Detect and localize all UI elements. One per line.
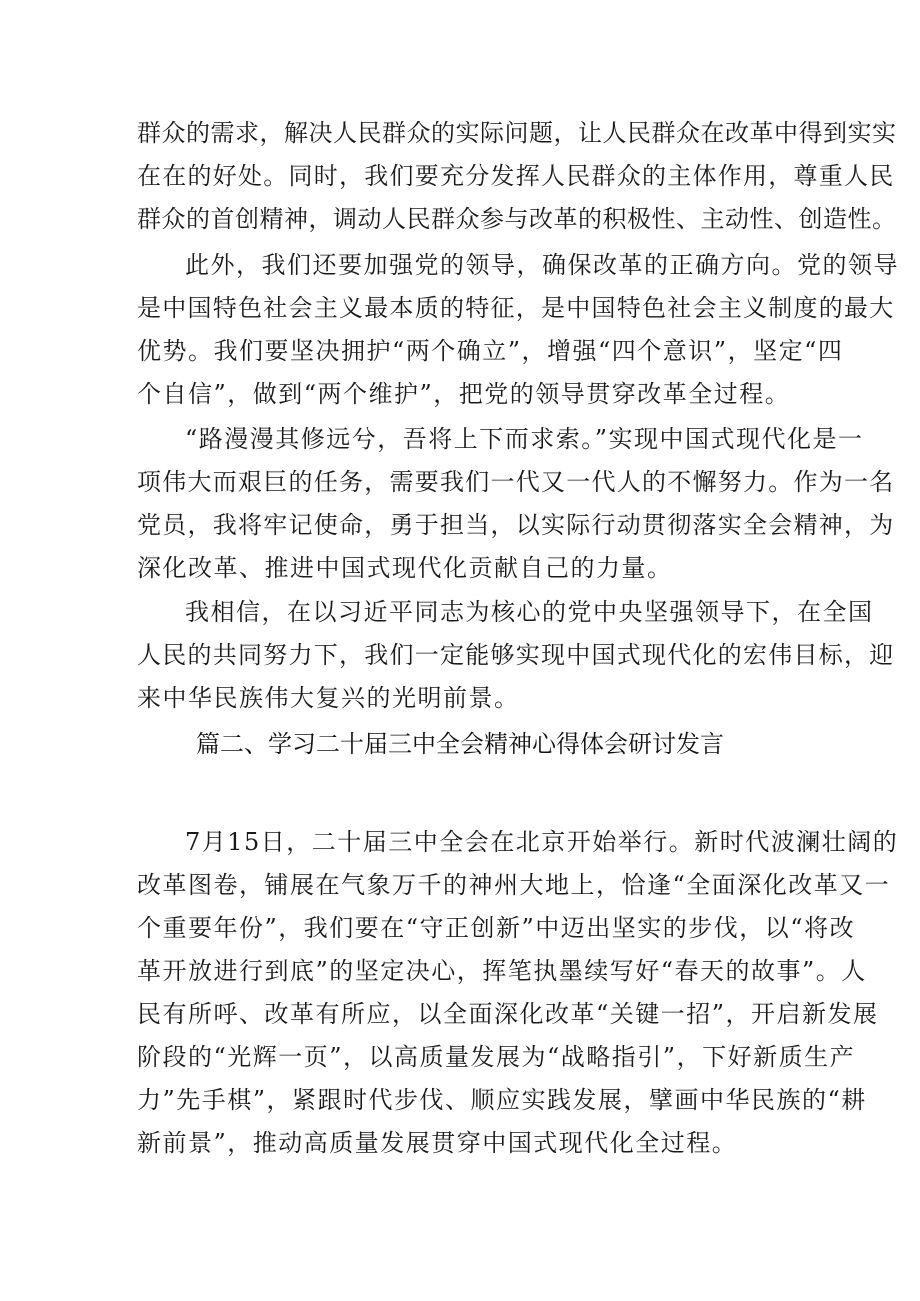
paragraph-line: 来中华民族伟大复兴的光明前景。 [137,684,520,712]
paragraph-line: 改革图卷，铺展在气象万千的神州大地上，恰逢“全面深化改革又一 [137,871,891,899]
paragraph-line: 个自信”，做到“两个维护”，把党的领导贯穿改革全过程。 [137,380,791,408]
paragraph-line: 群众的需求，解决人民群众的实际问题，让人民群众在改革中得到实实 [137,119,897,147]
paragraph-line: 民有所呼、改革有所应，以全面深化改革“关键一招”，开启新发展 [137,1000,879,1028]
paragraph-line: 深化改革、推进中国式现代化贡献自己的力量。 [137,554,673,582]
paragraph-line: “路漫漫其修远兮，吾将上下而求索。”实现中国式现代化是一 [185,425,864,453]
paragraph-line: 此外，我们还要加强党的领导，确保改革的正确方向。党的领导 [185,251,899,279]
paragraph-line: 群众的首创精神，调动人民群众参与改革的积极性、主动性、创造性。 [137,205,897,233]
paragraph-line: 党员，我将牢记使命，勇于担当，以实际行动贯彻落实全会精神，为 [137,511,895,539]
paragraph-line: 人民的共同努力下，我们一定能够实现中国式现代化的宏伟目标，迎 [137,641,895,669]
section-heading: 篇二、学习二十届三中全会精神心得体会研讨发言 [196,730,724,758]
paragraph-line: 新前景”，推动高质量发展贯穿中国式现代化全过程。 [137,1129,738,1157]
paragraph-line: 项伟大而艰巨的任务，需要我们一代又一代人的不懈努力。作为一名 [137,468,895,496]
paragraph-line: 优势。我们要坚决拥护“两个确立”，增强“四个意识”，坚定“四 [137,337,844,365]
paragraph-line: 我相信，在以习近平同志为核心的党中央坚强领导下，在全国 [185,598,874,626]
paragraph-line: 是中国特色社会主义最本质的特征，是中国特色社会主义制度的最大 [137,294,895,322]
paragraph-line: 7月15日，二十届三中全会在北京开始举行。新时代波澜壮阔的 [185,828,899,856]
paragraph-line: 个重要年份”，我们要在“守正创新”中迈出坚实的步伐，以“将改 [137,914,856,942]
paragraph-line: 阶段的“光辉一页”，以高质量发展为“战略指引”，下好新质生产 [137,1043,856,1071]
paragraph-line: 革开放进行到底”的坚定决心，挥笔执墨续写好“春天的故事”。人 [137,957,867,985]
paragraph-line: 力”先手棋”，紧跟时代步伐、顺应实践发展，擘画中华民族的“耕 [137,1086,867,1114]
paragraph-line: 在在的好处。同时，我们要充分发挥人民群众的主体作用，尊重人民 [137,162,895,190]
